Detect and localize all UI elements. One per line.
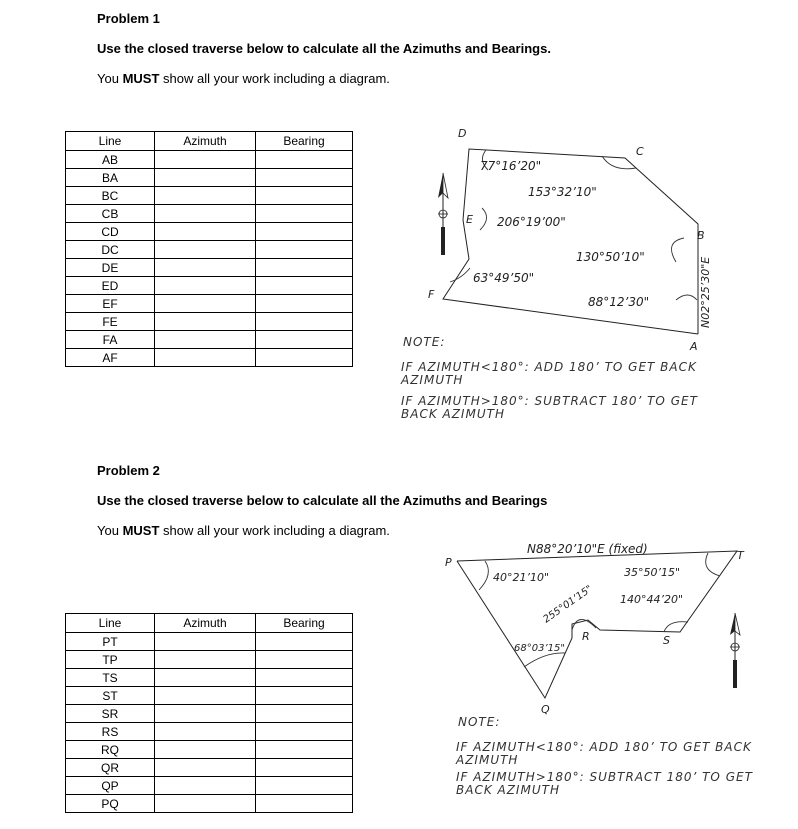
angle-label: 206°19’00"	[497, 215, 566, 229]
table-header-azimuth: Azimuth	[155, 132, 256, 151]
line-cell: RS	[66, 723, 155, 741]
problem1-instruction: Use the closed traverse below to calculate all the Azimuths and Bearings.	[97, 41, 551, 56]
angle-label: 88°12’30"	[588, 295, 650, 309]
point-label: T	[737, 549, 744, 562]
problem2-note-line: IF AZIMUTH<180°: ADD 180’ TO GET BACK	[456, 740, 752, 754]
angle-label: 153°32’10"	[528, 185, 597, 199]
line-cell: RQ	[66, 741, 155, 759]
table-header-bearing: Bearing	[256, 614, 353, 633]
problem2-note-line: IF AZIMUTH>180°: SUBTRACT 180’ TO GET	[456, 770, 753, 784]
problem2-note-title: NOTE:	[458, 715, 501, 729]
problem2-instruction: Use the closed traverse below to calculate all the Azimuths and Bearings	[97, 493, 548, 508]
point-label: S	[663, 634, 670, 647]
angle-label: 130°50’10"	[576, 250, 645, 264]
table-row	[66, 723, 353, 741]
problem1-note-line: IF AZIMUTH<180°: ADD 180’ TO GET BACK	[401, 360, 697, 374]
north-arrow-icon	[730, 613, 740, 688]
bearing-cell[interactable]	[256, 723, 353, 741]
line-cell: PQ	[66, 795, 155, 813]
azimuth-cell[interactable]	[155, 759, 256, 777]
table-row	[66, 795, 353, 813]
line-cell: DC	[66, 241, 155, 259]
angle-label: 63°49’50"	[473, 271, 535, 285]
problem2-note-line: AZIMUTH	[456, 753, 519, 767]
bearing-cell[interactable]	[256, 777, 353, 795]
line-cell: QR	[66, 759, 155, 777]
fixed-bearing-label: N88°20’10"E (fixed)	[527, 542, 648, 556]
line-cell: TP	[66, 651, 155, 669]
problem1-note-title: NOTE:	[403, 335, 446, 349]
point-label: P	[445, 556, 452, 569]
problem2-work-requirement: You MUST show all your work including a diagram.	[97, 523, 390, 538]
line-cell: ED	[66, 277, 155, 295]
problem1-work-requirement: You MUST show all your work including a diagram.	[97, 71, 390, 86]
table-row	[66, 759, 353, 777]
azimuth-cell[interactable]	[155, 795, 256, 813]
table-header-line: Line	[66, 132, 155, 151]
point-label: R	[582, 630, 590, 643]
angle-label: 40°21’10"	[493, 571, 550, 584]
problem1-note-line: IF AZIMUTH>180°: SUBTRACT 180’ TO GET	[401, 394, 698, 408]
line-cell: AF	[66, 349, 155, 367]
point-label: C	[636, 145, 644, 158]
line-cell: ST	[66, 687, 155, 705]
angle-label: 140°44’20"	[620, 593, 684, 606]
azimuth-cell[interactable]	[155, 741, 256, 759]
point-label: D	[458, 127, 467, 140]
line-cell: FA	[66, 331, 155, 349]
line-cell: AB	[66, 151, 155, 169]
north-arrow-icon	[438, 173, 448, 255]
line-cell: QP	[66, 777, 155, 795]
angle-label: 255°01’15"	[541, 583, 595, 626]
azimuth-cell[interactable]	[155, 723, 256, 741]
azimuth-cell[interactable]	[155, 777, 256, 795]
problem2-note-line: BACK AZIMUTH	[456, 783, 560, 797]
angle-label: 68°03’15"	[514, 643, 565, 654]
table-header-bearing: Bearing	[256, 132, 353, 151]
problem1-note-line: BACK AZIMUTH	[401, 407, 505, 421]
line-cell: EF	[66, 295, 155, 313]
problem1-title: Problem 1	[97, 11, 160, 26]
angle-label: 35°50’15"	[624, 566, 681, 579]
point-label: A	[690, 340, 698, 353]
point-label: Q	[541, 703, 550, 716]
line-cell: BC	[66, 187, 155, 205]
point-label: B	[697, 229, 705, 242]
line-cell: CD	[66, 223, 155, 241]
table-row	[66, 777, 353, 795]
line-cell: CB	[66, 205, 155, 223]
problem1-note-line: AZIMUTH	[401, 373, 464, 387]
fixed-bearing-label: N02°25’30"E	[699, 256, 712, 328]
line-cell: PT	[66, 633, 155, 651]
line-cell: DE	[66, 259, 155, 277]
line-cell: FE	[66, 313, 155, 331]
point-label: E	[466, 213, 473, 226]
line-cell: SR	[66, 705, 155, 723]
table-header-line: Line	[66, 614, 155, 633]
bearing-cell[interactable]	[256, 741, 353, 759]
line-cell: TS	[66, 669, 155, 687]
table-header-azimuth: Azimuth	[155, 614, 256, 633]
bearing-cell[interactable]	[256, 795, 353, 813]
bearing-cell[interactable]	[256, 759, 353, 777]
line-cell: BA	[66, 169, 155, 187]
table-row	[66, 741, 353, 759]
angle-label: 77°16’20"	[480, 159, 542, 173]
traverse-outline	[443, 149, 698, 334]
problem2-traverse-diagram	[0, 530, 798, 720]
point-label: F	[428, 288, 435, 301]
problem2-title: Problem 2	[97, 463, 160, 478]
